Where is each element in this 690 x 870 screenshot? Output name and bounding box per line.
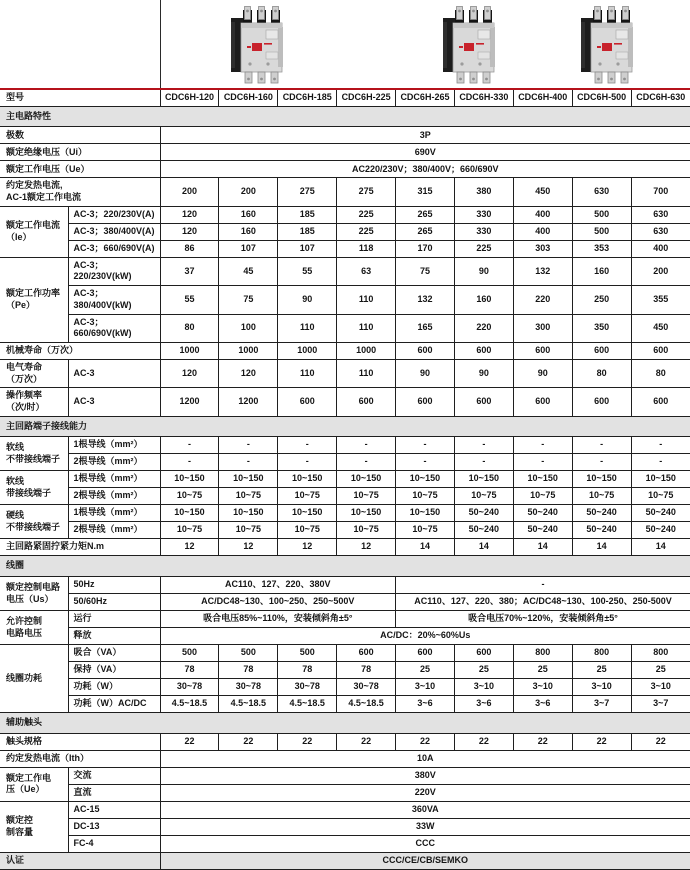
value-cell: 75	[396, 257, 455, 285]
value-cell: 4.5~18.5	[219, 696, 278, 713]
value-cell: AC/DC48~130、100~250、250~500V	[160, 594, 396, 611]
value-cell: 380	[454, 178, 513, 206]
value-cell: -	[396, 577, 690, 594]
value-cell: 10~75	[454, 488, 513, 505]
row-label: 额定工作电流 （Ie）	[0, 206, 68, 257]
value-cell: 10~75	[160, 488, 219, 505]
row-sublabel: 直流	[68, 784, 160, 801]
value-cell: 120	[160, 359, 219, 387]
value-cell: 30~78	[160, 679, 219, 696]
value-cell: CDC6H-120	[160, 89, 219, 106]
value-cell: 110	[337, 314, 396, 342]
value-cell: 185	[278, 223, 337, 240]
value-cell: 3P	[160, 127, 690, 144]
value-cell: 3~7	[572, 696, 631, 713]
row-sublabel: 保持（VA）	[68, 662, 160, 679]
row-sublabel: AC-3；660/690V(A)	[68, 240, 160, 257]
value-cell: 30~78	[278, 679, 337, 696]
value-cell: 12	[219, 539, 278, 556]
value-cell: 30~78	[337, 679, 396, 696]
value-cell: -	[572, 437, 631, 454]
value-cell: 25	[572, 662, 631, 679]
value-cell: 132	[513, 257, 572, 285]
value-cell: 630	[631, 223, 690, 240]
value-cell: 22	[337, 733, 396, 750]
value-cell: 10~75	[160, 522, 219, 539]
row-sublabel: DC-13	[68, 818, 160, 835]
value-cell: 90	[396, 359, 455, 387]
row-label: 额定工作电 压（Ue）	[0, 767, 68, 801]
value-cell: 600	[454, 388, 513, 416]
value-cell: 3~7	[631, 696, 690, 713]
row-sublabel: 50Hz	[68, 577, 160, 594]
value-cell: 400	[513, 223, 572, 240]
value-cell: 12	[160, 539, 219, 556]
value-cell: 120	[160, 223, 219, 240]
value-cell: 90	[454, 359, 513, 387]
value-cell: -	[454, 454, 513, 471]
value-cell: 160	[454, 286, 513, 314]
value-cell: AC110、127、220、380V	[160, 577, 396, 594]
row-sublabel: 2根导线（mm²）	[68, 488, 160, 505]
row-label: 约定发热电流（Ith）	[0, 750, 160, 767]
value-cell: 25	[631, 662, 690, 679]
value-cell: 132	[396, 286, 455, 314]
value-cell: 10~150	[278, 471, 337, 488]
value-cell: CDC6H-500	[572, 89, 631, 106]
row-label: 极数	[0, 127, 160, 144]
row-label: 操作频率 （次/时）	[0, 388, 68, 416]
value-cell: 360VA	[160, 801, 690, 818]
value-cell: 3~6	[513, 696, 572, 713]
value-cell: 250	[572, 286, 631, 314]
value-cell: 1000	[278, 342, 337, 359]
value-cell: 10~75	[513, 488, 572, 505]
value-cell: 10~150	[513, 471, 572, 488]
value-cell: 10~150	[219, 505, 278, 522]
value-cell: AC110、127、220、380；AC/DC48~130、100-250、250-500V	[396, 594, 690, 611]
value-cell: CDC6H-330	[454, 89, 513, 106]
value-cell: 14	[513, 539, 572, 556]
value-cell: CDC6H-630	[631, 89, 690, 106]
row-label: 主回路紧固拧紧力矩N.m	[0, 539, 160, 556]
value-cell: 800	[572, 645, 631, 662]
value-cell: 220	[454, 314, 513, 342]
value-cell: 160	[572, 257, 631, 285]
value-cell: 160	[219, 223, 278, 240]
value-cell: -	[337, 454, 396, 471]
value-cell: 3~10	[572, 679, 631, 696]
value-cell: 33W	[160, 818, 690, 835]
value-cell: 55	[160, 286, 219, 314]
value-cell: 75	[219, 286, 278, 314]
value-cell: 10~150	[278, 505, 337, 522]
row-sublabel: 1根导线（mm²）	[68, 505, 160, 522]
value-cell: 10~75	[278, 488, 337, 505]
value-cell: 1000	[219, 342, 278, 359]
row-label: 软线 带接线端子	[0, 471, 68, 505]
value-cell: 450	[631, 314, 690, 342]
value-cell: 63	[337, 257, 396, 285]
value-cell: 100	[219, 314, 278, 342]
value-cell: -	[160, 437, 219, 454]
section-header: 主回路端子接线能力	[0, 416, 690, 437]
value-cell: 10~75	[337, 488, 396, 505]
row-sublabel: AC-3；660/690V(kW)	[68, 314, 160, 342]
row-sublabel: AC-3；220/230V(kW)	[68, 257, 160, 285]
value-cell: 78	[219, 662, 278, 679]
row-sublabel: AC-3；220/230V(A)	[68, 206, 160, 223]
value-cell: 10~150	[219, 471, 278, 488]
value-cell: CDC6H-185	[278, 89, 337, 106]
value-cell: 120	[219, 359, 278, 387]
header-divider-line	[160, 0, 161, 88]
value-cell: 30~78	[219, 679, 278, 696]
row-sublabel: 1根导线（mm²）	[68, 471, 160, 488]
row-label: 额定工作功率 （Pe）	[0, 257, 68, 342]
value-cell: 1000	[337, 342, 396, 359]
value-cell: 110	[337, 359, 396, 387]
value-cell: 3~6	[396, 696, 455, 713]
value-cell: 110	[337, 286, 396, 314]
row-label: 额定控 制容量	[0, 801, 68, 852]
value-cell: -	[278, 437, 337, 454]
row-sublabel: 释放	[68, 628, 160, 645]
value-cell: AC220/230V；380/400V；660/690V	[160, 161, 690, 178]
value-cell: 10~75	[278, 522, 337, 539]
value-cell: 3~10	[396, 679, 455, 696]
value-cell: 600	[513, 342, 572, 359]
value-cell: -	[513, 437, 572, 454]
row-label: 额定控制电路 电压（Us）	[0, 577, 68, 611]
value-cell: 400	[513, 206, 572, 223]
row-label: 软线 不带接线端子	[0, 437, 68, 471]
value-cell: 50~240	[454, 522, 513, 539]
value-cell: 90	[454, 257, 513, 285]
row-sublabel: 交流	[68, 767, 160, 784]
value-cell: 10~150	[396, 471, 455, 488]
value-cell: 600	[572, 342, 631, 359]
value-cell: 25	[396, 662, 455, 679]
value-cell: 3~10	[513, 679, 572, 696]
value-cell: 90	[513, 359, 572, 387]
value-cell: 10~150	[160, 471, 219, 488]
value-cell: 25	[454, 662, 513, 679]
row-label: 硬线 不带接线端子	[0, 505, 68, 539]
value-cell: 185	[278, 206, 337, 223]
row-label: 额定绝缘电压（Ui）	[0, 144, 160, 161]
value-cell: 600	[396, 342, 455, 359]
value-cell: 10~150	[572, 471, 631, 488]
value-cell: -	[396, 437, 455, 454]
value-cell: 80	[572, 359, 631, 387]
value-cell: 200	[631, 257, 690, 285]
row-sublabel: 功耗（W）	[68, 679, 160, 696]
row-label: 触头规格	[0, 733, 160, 750]
value-cell: 265	[396, 223, 455, 240]
value-cell: 78	[337, 662, 396, 679]
value-cell: -	[219, 454, 278, 471]
value-cell: 1000	[160, 342, 219, 359]
row-label: 电气寿命 （万次）	[0, 359, 68, 387]
value-cell: 50~240	[631, 522, 690, 539]
value-cell: -	[631, 437, 690, 454]
value-cell: CDC6H-160	[219, 89, 278, 106]
row-label: 约定发热电流, AC-1额定工作电流	[0, 178, 160, 206]
value-cell: 200	[160, 178, 219, 206]
value-cell: 630	[572, 178, 631, 206]
value-cell: 10~75	[219, 522, 278, 539]
value-cell: 90	[278, 286, 337, 314]
row-sublabel: 2根导线（mm²）	[68, 454, 160, 471]
value-cell: 600	[396, 388, 455, 416]
value-cell: 10A	[160, 750, 690, 767]
value-cell: 110	[278, 359, 337, 387]
value-cell: 50~240	[572, 505, 631, 522]
value-cell: 500	[160, 645, 219, 662]
value-cell: 10~75	[337, 522, 396, 539]
value-cell: 22	[454, 733, 513, 750]
value-cell: 600	[572, 388, 631, 416]
spec-table	[0, 88, 690, 870]
value-cell: 120	[160, 206, 219, 223]
value-cell: 450	[513, 178, 572, 206]
row-sublabel: 50/60Hz	[68, 594, 160, 611]
value-cell: 86	[160, 240, 219, 257]
value-cell: 315	[396, 178, 455, 206]
row-label: 线圈功耗	[0, 645, 68, 713]
spec-table-body	[0, 89, 690, 869]
value-cell: 275	[278, 178, 337, 206]
value-cell: 110	[278, 314, 337, 342]
row-label: 型号	[0, 89, 160, 106]
value-cell: -	[396, 454, 455, 471]
value-cell: 50~240	[513, 505, 572, 522]
contactor-photo-2	[440, 6, 498, 84]
value-cell: 78	[160, 662, 219, 679]
value-cell: 600	[337, 645, 396, 662]
row-sublabel: 吸合（VA）	[68, 645, 160, 662]
value-cell: 10~75	[631, 488, 690, 505]
value-cell: -	[454, 437, 513, 454]
value-cell: 3~10	[631, 679, 690, 696]
section-header: 线圈	[0, 556, 690, 577]
value-cell: 22	[631, 733, 690, 750]
value-cell: 350	[572, 314, 631, 342]
row-sublabel: 1根导线（mm²）	[68, 437, 160, 454]
contactor-photo-3	[578, 6, 636, 84]
value-cell: 55	[278, 257, 337, 285]
value-cell: 吸合电压70%~120%，安装倾斜角±5°	[396, 611, 690, 628]
value-cell: 600	[631, 388, 690, 416]
value-cell: CCC	[160, 835, 690, 852]
section-header: 主电路特性	[0, 106, 690, 127]
value-cell: 330	[454, 206, 513, 223]
value-cell: 吸合电压85%~110%，安装倾斜角±5°	[160, 611, 396, 628]
value-cell: 600	[396, 645, 455, 662]
value-cell: CCC/CE/CB/SEMKO	[160, 852, 690, 869]
value-cell: 600	[513, 388, 572, 416]
value-cell: 500	[278, 645, 337, 662]
section-header: 辅助触头	[0, 713, 690, 734]
value-cell: 4.5~18.5	[160, 696, 219, 713]
row-sublabel: 运行	[68, 611, 160, 628]
value-cell: 220	[513, 286, 572, 314]
value-cell: 10~150	[454, 471, 513, 488]
row-sublabel: AC-15	[68, 801, 160, 818]
value-cell: 330	[454, 223, 513, 240]
value-cell: 50~240	[454, 505, 513, 522]
value-cell: 800	[513, 645, 572, 662]
value-cell: 160	[219, 206, 278, 223]
value-cell: -	[572, 454, 631, 471]
value-cell: CDC6H-225	[337, 89, 396, 106]
value-cell: 10~150	[396, 505, 455, 522]
value-cell: 22	[396, 733, 455, 750]
value-cell: 14	[572, 539, 631, 556]
value-cell: 50~240	[572, 522, 631, 539]
value-cell: 50~240	[631, 505, 690, 522]
value-cell: 355	[631, 286, 690, 314]
value-cell: 14	[454, 539, 513, 556]
value-cell: 170	[396, 240, 455, 257]
value-cell: 600	[631, 342, 690, 359]
value-cell: 303	[513, 240, 572, 257]
row-label: 机械寿命（万次）	[0, 342, 160, 359]
value-cell: 45	[219, 257, 278, 285]
row-sublabel: 功耗（W）AC/DC	[68, 696, 160, 713]
value-cell: 10~75	[396, 522, 455, 539]
value-cell: 4.5~18.5	[278, 696, 337, 713]
row-label: 认证	[0, 852, 160, 869]
value-cell: 225	[337, 223, 396, 240]
value-cell: 12	[337, 539, 396, 556]
value-cell: 165	[396, 314, 455, 342]
value-cell: 78	[278, 662, 337, 679]
value-cell: 10~150	[160, 505, 219, 522]
value-cell: 3~10	[454, 679, 513, 696]
product-photo-band	[0, 0, 690, 88]
value-cell: CDC6H-265	[396, 89, 455, 106]
value-cell: 600	[337, 388, 396, 416]
value-cell: 225	[337, 206, 396, 223]
value-cell: 600	[454, 645, 513, 662]
value-cell: 107	[278, 240, 337, 257]
value-cell: 400	[631, 240, 690, 257]
value-cell: 600	[454, 342, 513, 359]
value-cell: 10~150	[337, 471, 396, 488]
value-cell: 107	[219, 240, 278, 257]
value-cell: 500	[219, 645, 278, 662]
value-cell: 380V	[160, 767, 690, 784]
value-cell: 500	[572, 223, 631, 240]
value-cell: 25	[513, 662, 572, 679]
value-cell: 22	[278, 733, 337, 750]
value-cell: -	[160, 454, 219, 471]
value-cell: 690V	[160, 144, 690, 161]
value-cell: 3~6	[454, 696, 513, 713]
row-label: 允许控制 电路电压	[0, 611, 68, 645]
value-cell: AC/DC：20%~60%Us	[160, 628, 690, 645]
value-cell: 37	[160, 257, 219, 285]
value-cell: 10~75	[219, 488, 278, 505]
value-cell: 22	[219, 733, 278, 750]
value-cell: 10~150	[337, 505, 396, 522]
value-cell: 80	[160, 314, 219, 342]
value-cell: 300	[513, 314, 572, 342]
value-cell: -	[631, 454, 690, 471]
row-sublabel: AC-3；380/400V(A)	[68, 223, 160, 240]
value-cell: 353	[572, 240, 631, 257]
value-cell: 10~75	[572, 488, 631, 505]
value-cell: 10~150	[631, 471, 690, 488]
value-cell: -	[337, 437, 396, 454]
value-cell: 22	[572, 733, 631, 750]
value-cell: 14	[396, 539, 455, 556]
value-cell: 22	[513, 733, 572, 750]
contactor-photo-1	[228, 6, 286, 84]
row-label: 额定工作电压（Ue）	[0, 161, 160, 178]
row-sublabel: AC-3；380/400V(kW)	[68, 286, 160, 314]
value-cell: 220V	[160, 784, 690, 801]
value-cell: 275	[337, 178, 396, 206]
value-cell: 700	[631, 178, 690, 206]
value-cell: 14	[631, 539, 690, 556]
value-cell: 500	[572, 206, 631, 223]
value-cell: -	[513, 454, 572, 471]
value-cell: 225	[454, 240, 513, 257]
value-cell: -	[219, 437, 278, 454]
value-cell: 630	[631, 206, 690, 223]
row-sublabel: AC-3	[68, 359, 160, 387]
value-cell: 1200	[219, 388, 278, 416]
value-cell: 12	[278, 539, 337, 556]
value-cell: 800	[631, 645, 690, 662]
value-cell: 600	[278, 388, 337, 416]
value-cell: 118	[337, 240, 396, 257]
value-cell: -	[278, 454, 337, 471]
row-sublabel: 2根导线（mm²）	[68, 522, 160, 539]
value-cell: 10~75	[396, 488, 455, 505]
value-cell: 1200	[160, 388, 219, 416]
row-sublabel: FC-4	[68, 835, 160, 852]
value-cell: 265	[396, 206, 455, 223]
value-cell: 80	[631, 359, 690, 387]
value-cell: 4.5~18.5	[337, 696, 396, 713]
value-cell: 22	[160, 733, 219, 750]
value-cell: 50~240	[513, 522, 572, 539]
row-sublabel: AC-3	[68, 388, 160, 416]
value-cell: 200	[219, 178, 278, 206]
value-cell: CDC6H-400	[513, 89, 572, 106]
